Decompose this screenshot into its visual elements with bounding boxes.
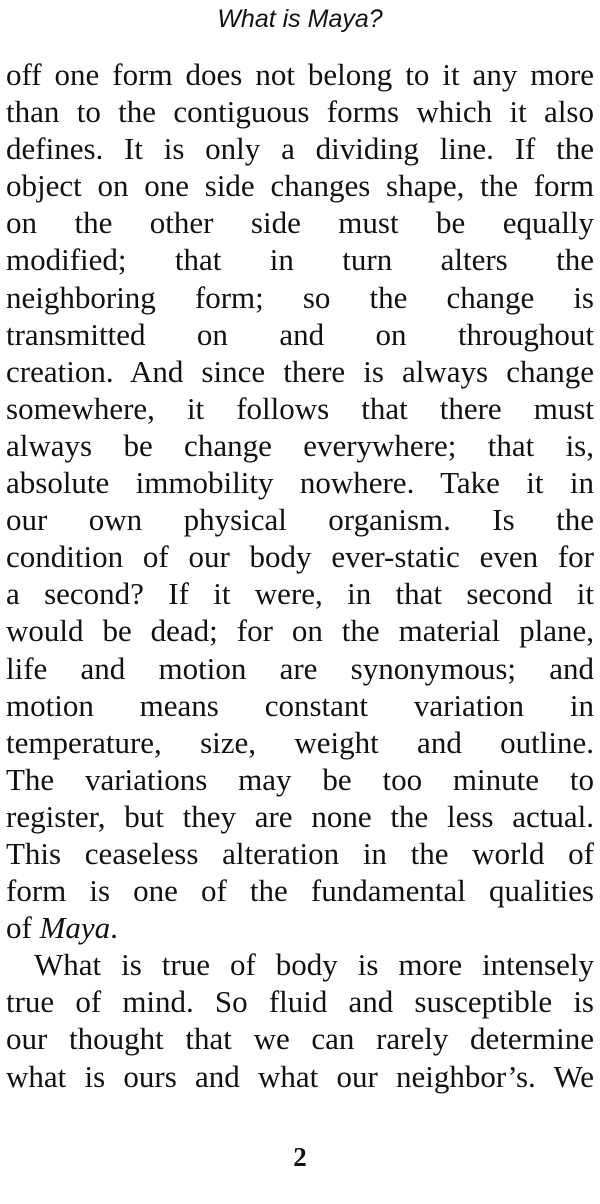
text-line: neighboring form; so the change is [6,279,594,315]
line-suffix: . [110,910,118,946]
text-line: form is one of the fundamental qualities [6,873,594,909]
text-line: object on one side changes shape, the form [6,168,594,204]
body-text [6,56,594,1095]
text-line: on the other side must be equally [6,205,594,241]
page-number: 2 [293,1142,307,1172]
text-line: This ceaseless alteration in the world of [6,835,594,871]
text-line: off one form does not belong to it any more [6,57,594,92]
text-line: creation. And since there is always change [6,353,594,389]
text-line: a second? If it were, in that second it [6,576,594,612]
text-line-last [6,909,594,946]
text-line-indented: What is true of body is more intensely [34,947,594,983]
text-line: transmitted on and on throughout [6,316,594,352]
text-line: defines. It is only a dividing line. If the [6,131,594,167]
text-line: our thought that we can rarely determine [6,1021,594,1057]
text-line: modified; that in turn alters the [6,242,594,278]
text-line: what is ours and what our neighbor’s. We [6,1058,594,1094]
text-line: absolute immobility nowhere. Take it in [6,465,594,501]
text-line: than to the contiguous forms which it also [6,94,594,130]
text-line: condition of our body ever-static even for [6,539,594,575]
text-line: somewhere, it follows that there must [6,390,594,426]
text-line: would be dead; for on the material plane, [6,613,594,649]
text-line: our own physical organism. Is the [6,502,594,538]
line-prefix: of [6,910,40,946]
text-line: temperature, size, weight and outline. [6,724,594,760]
text-line: motion means constant variation in [6,687,594,723]
text-line: register, but they are none the less actual. [6,798,594,834]
text-line: true of mind. So fluid and susceptible is [6,984,594,1020]
italic-term: Maya [39,910,111,946]
running-head: What is Maya? [217,5,383,33]
text-line: life and motion are synonymous; and [6,650,594,686]
text-line: The variations may be too minute to [6,761,594,797]
text-line: always be change everywhere; that is, [6,427,594,463]
